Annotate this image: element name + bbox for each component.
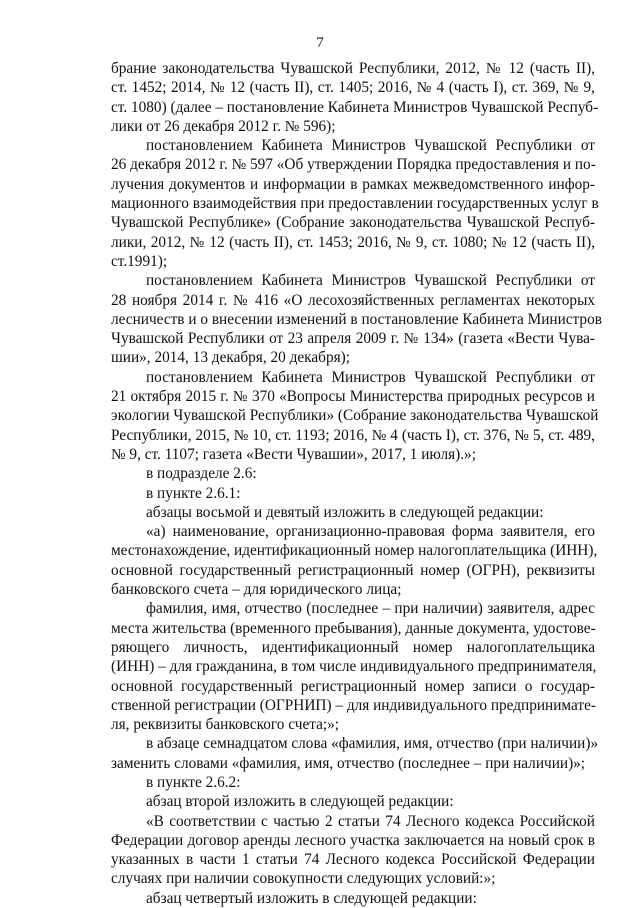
text-line: 28 ноября 2014 г. № 416 «О лесохозяйственных регламентах некоторых — [111, 291, 595, 309]
text-line: постановлением Кабинета Министров Чувашской Республики от — [146, 368, 595, 386]
text-line: случаях при наличии совокупности следующих условий:»; — [111, 870, 496, 888]
text-line: мационного взаимодействия при предоставлении государственных услуг в — [111, 195, 599, 213]
text-line: ст.1991); — [111, 252, 168, 270]
text-line: Чувашской Республике» (Собрание законодательства Чувашской Респуб- — [111, 214, 595, 232]
text-line: места жительства (временного пребывания), данные документа, удостове- — [111, 619, 596, 637]
text-line: № 9, ст. 1107; газета «Вести Чувашии», 2017, 1 июля).»; — [111, 445, 476, 463]
text-line: Республики, 2015, № 10, ст. 1193; 2016, № 4 (часть I), ст. 376, № 5, ст. 489, — [111, 426, 595, 444]
text-line: местонахождение, идентификационный номер налогоплательщика (ИНН), — [111, 542, 598, 560]
text-line: в подразделе 2.6: — [146, 465, 257, 483]
text-line: «В соответствии с частью 2 статьи 74 Лесного кодекса Российской — [146, 812, 595, 830]
text-line: лики от 26 декабря 2012 г. № 596); — [111, 117, 336, 135]
document-body — [111, 59, 602, 908]
text-line: (ИНН) – для гражданина, в том числе индивидуального предпринимателя, — [111, 658, 597, 676]
text-line: постановлением Кабинета Министров Чувашской Республики от — [146, 272, 595, 290]
page-number: 7 — [316, 35, 324, 51]
text-line: основной государственный регистрационный номер (ОГРН), реквизиты — [111, 561, 595, 579]
text-line: экологии Чувашской Республики» (Собрание законодательства Чувашской — [111, 407, 599, 425]
text-line: ля, реквизиты банковского счета;»; — [111, 716, 340, 734]
text-line: постановлением Кабинета Министров Чувашской Республики от — [146, 137, 595, 155]
text-line: в абзаце семнадцатом слова «фамилия, имя, отчество (при наличии)» — [146, 735, 599, 753]
text-line: 26 декабря 2012 г. № 597 «Об утверждении Порядка предоставления и по- — [111, 156, 596, 174]
text-line: заменить словами «фамилия, имя, отчество (последнее – при наличии)»; — [111, 754, 586, 772]
text-line: лики, 2012, № 12 (часть II), ст. 1453; 2016, № 9, ст. 1080; № 12 (часть II), — [111, 233, 595, 251]
text-line: шии», 2014, 13 декабря, 20 декабря); — [111, 349, 350, 367]
text-line: абзац второй изложить в следующей редакции: — [146, 793, 454, 811]
text-line: основной государственный регистрационный номер записи о государ- — [111, 677, 595, 695]
text-line: ственной регистрации (ОГРНИП) – для индивидуального предпринимате- — [111, 696, 596, 714]
text-line: указанных в части 1 статьи 74 Лесного кодекса Российской Федерации — [111, 851, 595, 869]
text-line: ст. 1080) (далее – постановление Кабинета Министров Чувашской Респуб- — [111, 98, 599, 116]
text-line: Федерации договор аренды лесного участка заключается на новый срок в — [111, 831, 595, 849]
text-line: в пункте 2.6.2: — [146, 773, 241, 791]
text-line: Чувашской Республики от 23 апреля 2009 г. № 134» (газета «Вести Чува- — [111, 330, 595, 348]
text-line: лесничеств и о внесении изменений в постановление Кабинета Министров — [111, 310, 602, 328]
text-line: фамилия, имя, отчество (последнее – при наличии) заявителя, адрес — [146, 600, 595, 618]
text-line: 21 октября 2015 г. № 370 «Вопросы Министерства природных ресурсов и — [111, 388, 595, 406]
text-line: абзац четвертый изложить в следующей редакции: — [146, 889, 477, 907]
text-line: ряющего личность, идентификационный номер налогоплательщика — [111, 638, 595, 656]
text-line: ст. 1452; 2014, № 12 (часть II), ст. 1405; 2016, № 4 (часть I), ст. 369, № 9, — [111, 79, 595, 97]
text-line: абзацы восьмой и девятый изложить в следующей редакции: — [146, 503, 544, 521]
text-line: банковского счета – для юридического лица; — [111, 581, 402, 599]
text-line: лучения документов и информации в рамках межведомственного инфор- — [111, 175, 595, 193]
text-line: в пункте 2.6.1: — [146, 484, 241, 502]
text-line: брание законодательства Чувашской Республики, 2012, № 12 (часть II), — [111, 60, 595, 77]
text-line: «а) наименование, организационно-правовая форма заявителя, его — [146, 523, 595, 541]
